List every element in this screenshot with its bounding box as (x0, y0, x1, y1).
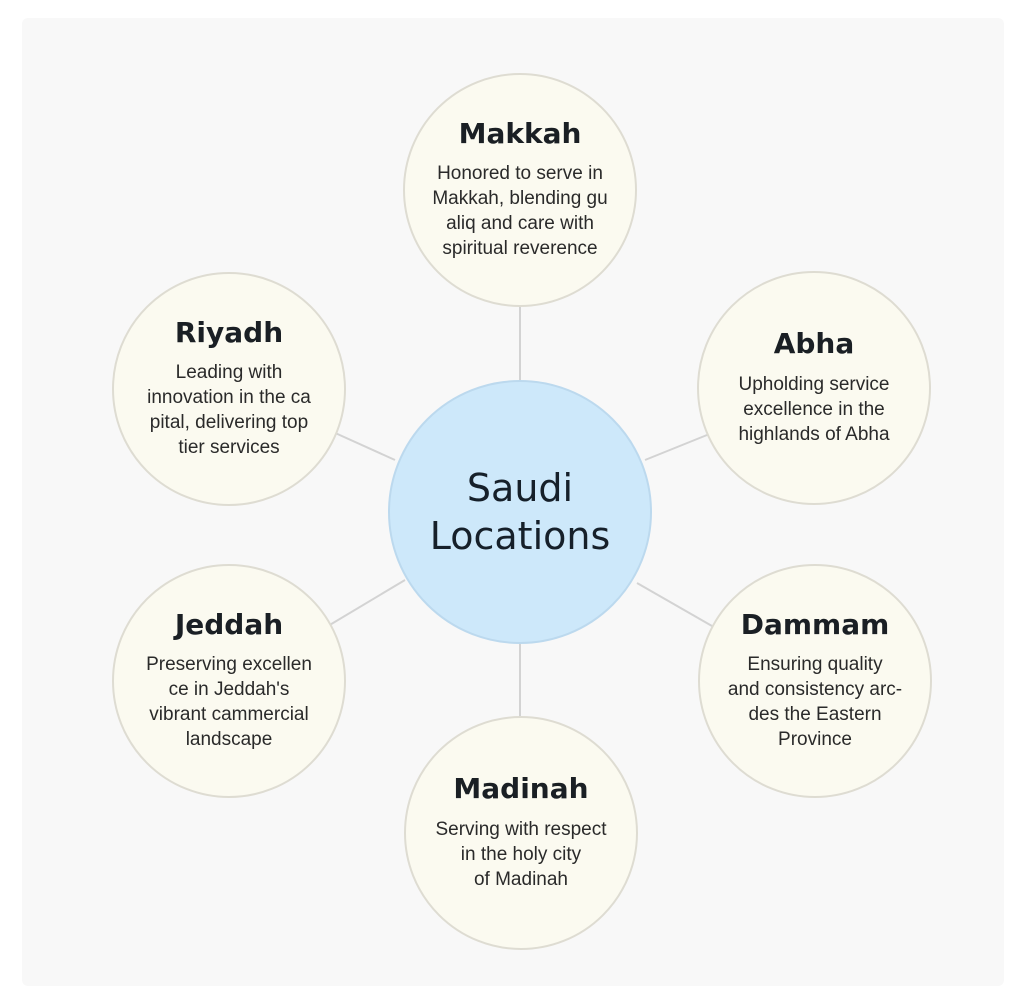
node-title: Jeddah (174, 607, 284, 641)
desc-line: and consistency arc- (727, 679, 903, 701)
node-abha (697, 271, 931, 505)
desc-line: des the Eastern (748, 704, 882, 726)
node-riyadh (112, 272, 346, 506)
hub-saudi-locations (388, 380, 652, 644)
node-jeddah (112, 564, 346, 798)
desc-line: vibrant cammercial (149, 704, 309, 726)
desc-line: innovation in the ca (147, 387, 311, 409)
desc-line: of Madinah (473, 868, 568, 890)
node-description (146, 652, 312, 752)
desc-line: Honored to serve in (437, 163, 603, 185)
hub-line-1: Saudi (466, 466, 574, 510)
desc-line: tier services (178, 437, 280, 459)
desc-line: spiritual reverence (442, 238, 598, 260)
desc-line: ce in Jeddah's (168, 679, 290, 701)
desc-line: Leading with (175, 362, 283, 384)
node-title: Abha (773, 327, 855, 361)
desc-line: in the holy city (460, 843, 582, 865)
node-description (728, 652, 902, 752)
desc-line: landscape (185, 729, 273, 751)
node-title: Makkah (458, 116, 582, 150)
hub-line-2: Locations (429, 514, 611, 558)
node-title: Dammam (740, 607, 890, 641)
node-description (147, 360, 311, 460)
node-description (738, 372, 889, 447)
connector-dammam (637, 583, 712, 626)
connector-abha (645, 433, 712, 460)
desc-line: excellence in the (743, 398, 885, 420)
node-makkah (403, 73, 637, 307)
node-title: Riyadh (174, 315, 284, 349)
node-title: Madinah (453, 772, 589, 806)
desc-line: Preserving excellen (146, 654, 312, 676)
desc-line: Province (778, 729, 852, 751)
desc-line: highlands of Abha (738, 423, 890, 445)
desc-line: Upholding service (738, 373, 890, 395)
node-description (435, 817, 606, 892)
node-description (432, 161, 607, 261)
desc-line: Makkah, blending gu (432, 188, 608, 210)
connector-jeddah (328, 580, 405, 626)
desc-line: pital, delivering top (149, 412, 309, 434)
desc-line: Serving with respect (435, 818, 607, 840)
connector-riyadh (333, 432, 395, 460)
node-dammam (698, 564, 932, 798)
node-madinah (404, 716, 638, 950)
desc-line: Ensuring quality (747, 654, 883, 676)
desc-line: aliq and care with (446, 213, 594, 235)
